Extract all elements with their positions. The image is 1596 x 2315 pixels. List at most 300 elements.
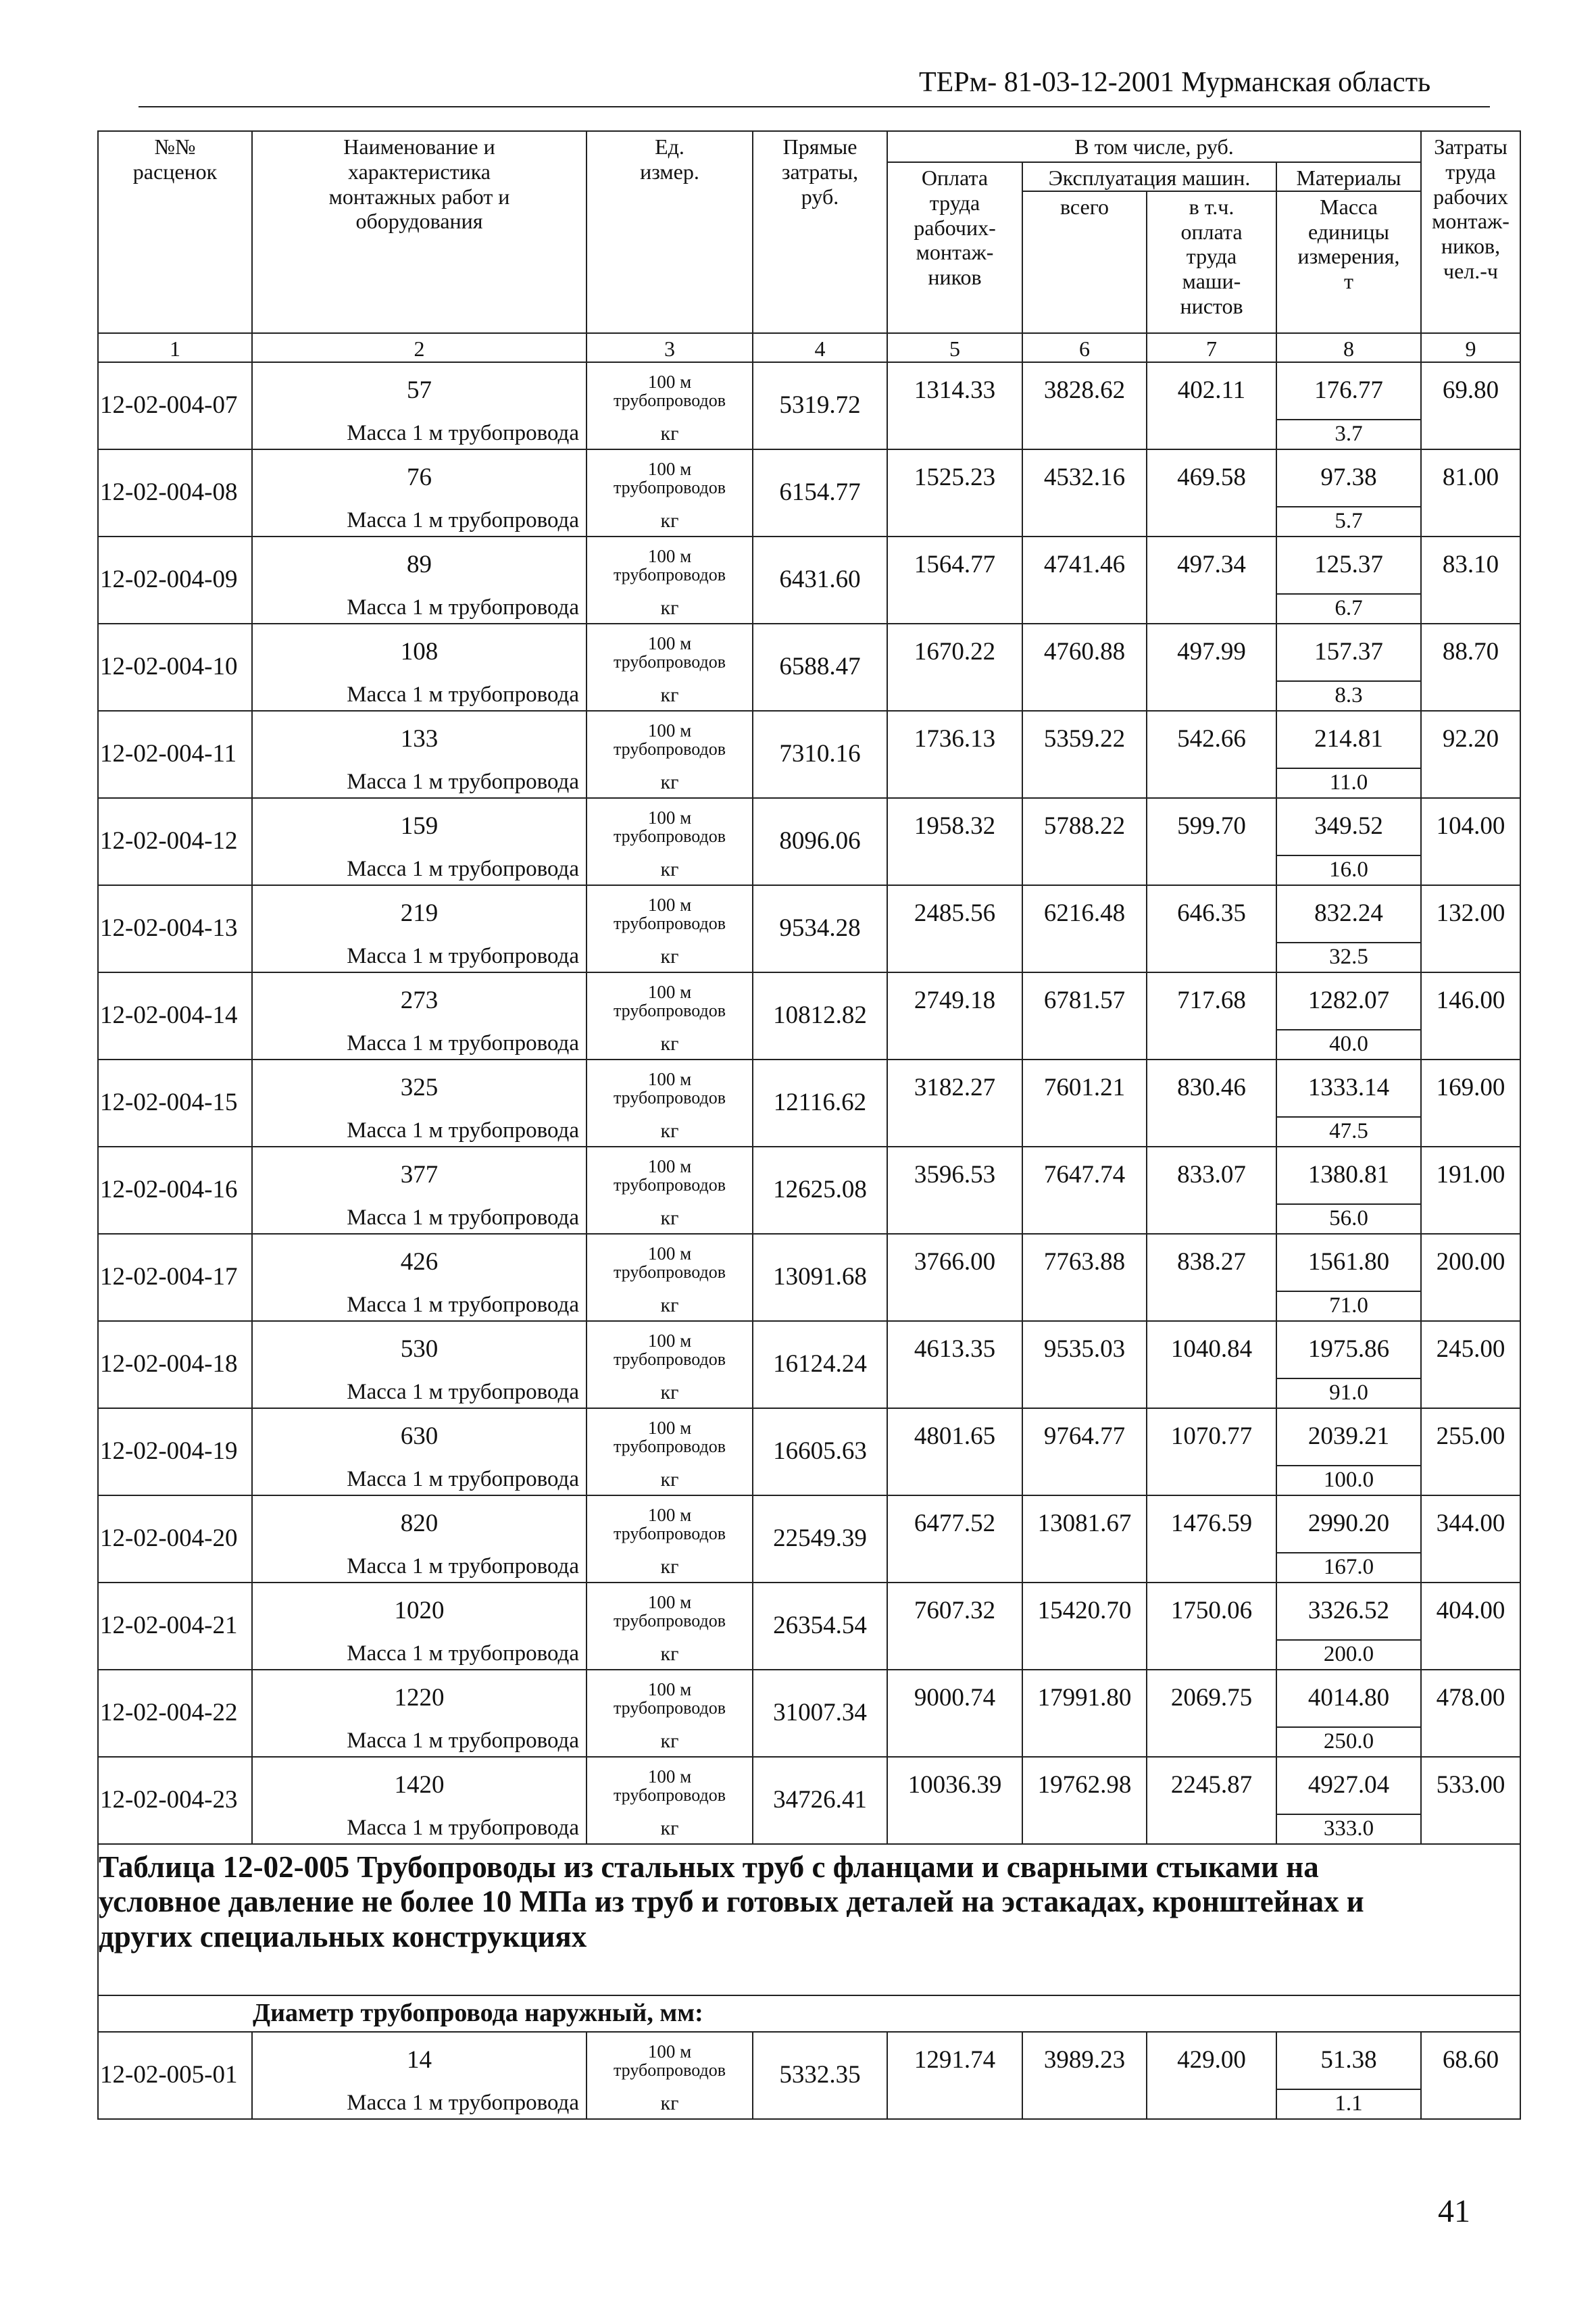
rate-code: 12-02-004-09 bbox=[98, 537, 252, 624]
materials-cost: 1333.14 bbox=[1276, 1060, 1421, 1117]
labor-hours: 83.10 bbox=[1421, 537, 1520, 594]
direct-cost: 12625.08 bbox=[753, 1147, 887, 1234]
labor-hours: 69.80 bbox=[1421, 362, 1520, 420]
machine-cost: 3828.62 bbox=[1022, 362, 1147, 420]
col-number: 8 bbox=[1276, 333, 1421, 362]
unit-bottom: трубопроводов bbox=[614, 2060, 726, 2081]
col-number: 5 bbox=[887, 333, 1022, 362]
diameter-value: 426 bbox=[252, 1234, 587, 1291]
machine-cost: 4741.46 bbox=[1022, 537, 1147, 594]
mass-unit: кг bbox=[587, 420, 753, 449]
mass-label: Масса 1 м трубопровода bbox=[252, 855, 587, 885]
materials-cost: 97.38 bbox=[1276, 449, 1421, 507]
unit-cell bbox=[587, 1321, 753, 1378]
mass-label: Масса 1 м трубопровода bbox=[252, 1553, 587, 1583]
labor-hours: 404.00 bbox=[1421, 1583, 1520, 1640]
machinist-labor-cost: 497.99 bbox=[1147, 624, 1276, 681]
machinist-labor-cost: 1040.84 bbox=[1147, 1321, 1276, 1378]
direct-cost: 34726.41 bbox=[753, 1757, 887, 1844]
col-header-hours: Затраты труда рабочих монтаж- ников, чел.-ч bbox=[1421, 131, 1520, 333]
labor-cost: 10036.39 bbox=[887, 1757, 1022, 1814]
direct-cost: 16124.24 bbox=[753, 1321, 887, 1408]
col-header-labor: Оплата труда рабочих- монтаж- ников bbox=[887, 162, 1022, 333]
diameter-value: 1220 bbox=[252, 1670, 587, 1727]
rate-code: 12-02-004-11 bbox=[98, 711, 252, 798]
rate-code: 12-02-004-12 bbox=[98, 798, 252, 885]
mass-unit: кг bbox=[587, 2089, 753, 2119]
unit-bottom: трубопроводов bbox=[614, 1785, 726, 1806]
rate-code: 12-02-004-19 bbox=[98, 1408, 252, 1495]
mass-value: 250.0 bbox=[1276, 1727, 1421, 1757]
col-number: 1 bbox=[98, 333, 252, 362]
machinist-labor-cost: 2069.75 bbox=[1147, 1670, 1276, 1727]
materials-cost: 1975.86 bbox=[1276, 1321, 1421, 1378]
materials-cost: 4014.80 bbox=[1276, 1670, 1421, 1727]
mass-unit: кг bbox=[587, 855, 753, 885]
column-numbers-row bbox=[98, 333, 1520, 362]
materials-cost: 1282.07 bbox=[1276, 972, 1421, 1030]
rate-code: 12-02-004-20 bbox=[98, 1495, 252, 1583]
materials-cost: 1380.81 bbox=[1276, 1147, 1421, 1204]
unit-top: 100 м bbox=[647, 981, 692, 1002]
direct-cost: 5319.72 bbox=[753, 362, 887, 449]
labor-hours: 191.00 bbox=[1421, 1147, 1520, 1204]
col-number: 4 bbox=[753, 333, 887, 362]
unit-top: 100 м bbox=[647, 1591, 692, 1612]
direct-cost: 7310.16 bbox=[753, 711, 887, 798]
mass-unit: кг bbox=[587, 1378, 753, 1408]
table-row bbox=[98, 1234, 1520, 1291]
page-number: 41 bbox=[1438, 2193, 1470, 2229]
unit-bottom: трубопроводов bbox=[614, 1088, 726, 1108]
unit-cell bbox=[587, 1583, 753, 1640]
col-header-mach-total: всего bbox=[1022, 191, 1147, 333]
direct-cost: 16605.63 bbox=[753, 1408, 887, 1495]
diameter-value: 630 bbox=[252, 1408, 587, 1466]
machinist-labor-cost: 599.70 bbox=[1147, 798, 1276, 855]
unit-top: 100 м bbox=[647, 545, 692, 566]
rate-code: 12-02-004-16 bbox=[98, 1147, 252, 1234]
labor-cost: 1564.77 bbox=[887, 537, 1022, 594]
machinist-labor-cost: 497.34 bbox=[1147, 537, 1276, 594]
unit-bottom: трубопроводов bbox=[614, 478, 726, 498]
table-row bbox=[98, 1583, 1520, 1640]
diameter-value: 14 bbox=[252, 2032, 587, 2089]
mass-unit: кг bbox=[587, 1030, 753, 1060]
mass-value: 1.1 bbox=[1276, 2089, 1421, 2119]
diameter-value: 89 bbox=[252, 537, 587, 594]
diameter-value: 1020 bbox=[252, 1583, 587, 1640]
table-row bbox=[98, 537, 1520, 594]
unit-top: 100 м bbox=[647, 1504, 692, 1525]
mass-unit: кг bbox=[587, 1553, 753, 1583]
mass-value: 167.0 bbox=[1276, 1553, 1421, 1583]
machine-cost: 7647.74 bbox=[1022, 1147, 1147, 1204]
machine-cost: 13081.67 bbox=[1022, 1495, 1147, 1553]
mass-unit: кг bbox=[587, 1466, 753, 1495]
diameter-value: 1420 bbox=[252, 1757, 587, 1814]
unit-cell bbox=[587, 711, 753, 768]
labor-hours: 68.60 bbox=[1421, 2032, 1520, 2089]
mass-unit: кг bbox=[587, 507, 753, 537]
rate-code: 12-02-005-01 bbox=[98, 2032, 252, 2119]
col-header-machines: Эксплуатация машин. bbox=[1022, 162, 1276, 191]
table-row bbox=[98, 2032, 1520, 2089]
diameter-value: 159 bbox=[252, 798, 587, 855]
unit-cell bbox=[587, 972, 753, 1030]
table-row bbox=[98, 798, 1520, 855]
materials-cost: 176.77 bbox=[1276, 362, 1421, 420]
mass-label: Масса 1 м трубопровода bbox=[252, 1204, 587, 1234]
mass-label: Масса 1 м трубопровода bbox=[252, 507, 587, 537]
mass-unit: кг bbox=[587, 768, 753, 798]
labor-hours: 200.00 bbox=[1421, 1234, 1520, 1291]
unit-top: 100 м bbox=[647, 1068, 692, 1089]
labor-cost: 4801.65 bbox=[887, 1408, 1022, 1466]
mass-unit: кг bbox=[587, 681, 753, 711]
mass-value: 56.0 bbox=[1276, 1204, 1421, 1234]
unit-cell bbox=[587, 1147, 753, 1204]
diameter-value: 76 bbox=[252, 449, 587, 507]
mass-unit: кг bbox=[587, 1814, 753, 1844]
table-row bbox=[98, 1321, 1520, 1378]
labor-cost: 1958.32 bbox=[887, 798, 1022, 855]
mass-unit: кг bbox=[587, 1640, 753, 1670]
diameter-value: 219 bbox=[252, 885, 587, 943]
unit-cell bbox=[587, 1670, 753, 1727]
diameter-value: 325 bbox=[252, 1060, 587, 1117]
machine-cost: 7763.88 bbox=[1022, 1234, 1147, 1291]
mass-unit: кг bbox=[587, 1204, 753, 1234]
rate-code: 12-02-004-22 bbox=[98, 1670, 252, 1757]
machinist-labor-cost: 646.35 bbox=[1147, 885, 1276, 943]
col-number: 6 bbox=[1022, 333, 1147, 362]
col-header-group: В том числе, руб. bbox=[887, 131, 1421, 162]
unit-top: 100 м bbox=[647, 632, 692, 653]
labor-hours: 88.70 bbox=[1421, 624, 1520, 681]
unit-bottom: трубопроводов bbox=[614, 1262, 726, 1283]
unit-top: 100 м bbox=[647, 2041, 692, 2062]
machinist-labor-cost: 2245.87 bbox=[1147, 1757, 1276, 1814]
unit-cell bbox=[587, 537, 753, 594]
direct-cost: 9534.28 bbox=[753, 885, 887, 972]
mass-unit: кг bbox=[587, 594, 753, 624]
unit-cell bbox=[587, 1060, 753, 1117]
direct-cost: 8096.06 bbox=[753, 798, 887, 885]
machine-cost: 9764.77 bbox=[1022, 1408, 1147, 1466]
mass-label: Масса 1 м трубопровода bbox=[252, 420, 587, 449]
unit-cell bbox=[587, 2032, 753, 2089]
unit-cell bbox=[587, 1234, 753, 1291]
diameter-value: 820 bbox=[252, 1495, 587, 1553]
rate-code: 12-02-004-07 bbox=[98, 362, 252, 449]
col-number: 2 bbox=[252, 333, 587, 362]
unit-cell bbox=[587, 1408, 753, 1466]
direct-cost: 5332.35 bbox=[753, 2032, 887, 2119]
labor-hours: 104.00 bbox=[1421, 798, 1520, 855]
labor-hours: 169.00 bbox=[1421, 1060, 1520, 1117]
machinist-labor-cost: 469.58 bbox=[1147, 449, 1276, 507]
labor-hours: 132.00 bbox=[1421, 885, 1520, 943]
unit-bottom: трубопроводов bbox=[614, 652, 726, 672]
unit-bottom: трубопроводов bbox=[614, 391, 726, 411]
unit-cell bbox=[587, 624, 753, 681]
mass-value: 8.3 bbox=[1276, 681, 1421, 711]
mass-label: Масса 1 м трубопровода bbox=[252, 943, 587, 972]
mass-label: Масса 1 м трубопровода bbox=[252, 1378, 587, 1408]
diameter-value: 133 bbox=[252, 711, 587, 768]
section-block bbox=[98, 1844, 1520, 2032]
col-number: 9 bbox=[1421, 333, 1520, 362]
mass-label: Масса 1 м трубопровода bbox=[252, 768, 587, 798]
unit-top: 100 м bbox=[647, 1330, 692, 1351]
rates-table bbox=[97, 130, 1521, 2120]
labor-cost: 3182.27 bbox=[887, 1060, 1022, 1117]
table-row bbox=[98, 1060, 1520, 1117]
materials-cost: 125.37 bbox=[1276, 537, 1421, 594]
unit-top: 100 м bbox=[647, 894, 692, 915]
labor-cost: 1314.33 bbox=[887, 362, 1022, 420]
unit-top: 100 м bbox=[647, 1155, 692, 1176]
materials-cost: 349.52 bbox=[1276, 798, 1421, 855]
rate-code: 12-02-004-21 bbox=[98, 1583, 252, 1670]
col-header-code: №№ расценок bbox=[98, 131, 252, 333]
rate-code: 12-02-004-10 bbox=[98, 624, 252, 711]
machine-cost: 6781.57 bbox=[1022, 972, 1147, 1030]
table-row bbox=[98, 1670, 1520, 1727]
materials-cost: 1561.80 bbox=[1276, 1234, 1421, 1291]
table-row bbox=[98, 1408, 1520, 1466]
unit-bottom: трубопроводов bbox=[614, 914, 726, 934]
mass-value: 11.0 bbox=[1276, 768, 1421, 798]
machinist-labor-cost: 1750.06 bbox=[1147, 1583, 1276, 1640]
labor-cost: 9000.74 bbox=[887, 1670, 1022, 1727]
table-row bbox=[98, 449, 1520, 507]
unit-top: 100 м bbox=[647, 1678, 692, 1699]
rate-code: 12-02-004-17 bbox=[98, 1234, 252, 1321]
table-row bbox=[98, 1147, 1520, 1204]
materials-cost: 2039.21 bbox=[1276, 1408, 1421, 1466]
direct-cost: 6588.47 bbox=[753, 624, 887, 711]
diameter-value: 530 bbox=[252, 1321, 587, 1378]
table-header bbox=[98, 131, 1520, 362]
mass-value: 47.5 bbox=[1276, 1117, 1421, 1147]
labor-cost: 1291.74 bbox=[887, 2032, 1022, 2089]
materials-cost: 2990.20 bbox=[1276, 1495, 1421, 1553]
mass-value: 3.7 bbox=[1276, 420, 1421, 449]
machine-cost: 19762.98 bbox=[1022, 1757, 1147, 1814]
mass-unit: кг bbox=[587, 943, 753, 972]
materials-cost: 4927.04 bbox=[1276, 1757, 1421, 1814]
machinist-labor-cost: 429.00 bbox=[1147, 2032, 1276, 2089]
materials-cost: 214.81 bbox=[1276, 711, 1421, 768]
machinist-labor-cost: 833.07 bbox=[1147, 1147, 1276, 1204]
mass-unit: кг bbox=[587, 1117, 753, 1147]
machinist-labor-cost: 542.66 bbox=[1147, 711, 1276, 768]
machine-cost: 6216.48 bbox=[1022, 885, 1147, 943]
col-number: 3 bbox=[587, 333, 753, 362]
diameter-value: 108 bbox=[252, 624, 587, 681]
materials-cost: 3326.52 bbox=[1276, 1583, 1421, 1640]
mass-value: 333.0 bbox=[1276, 1814, 1421, 1844]
mass-value: 91.0 bbox=[1276, 1378, 1421, 1408]
col-header-mach-labor: в т.ч. оплата труда маши- нистов bbox=[1147, 191, 1276, 333]
unit-cell bbox=[587, 798, 753, 855]
rates-body-2 bbox=[98, 2032, 1520, 2119]
unit-cell bbox=[587, 449, 753, 507]
mass-value: 200.0 bbox=[1276, 1640, 1421, 1670]
unit-bottom: трубопроводов bbox=[614, 1349, 726, 1370]
labor-hours: 255.00 bbox=[1421, 1408, 1520, 1466]
mass-label: Масса 1 м трубопровода bbox=[252, 1640, 587, 1670]
labor-hours: 533.00 bbox=[1421, 1757, 1520, 1814]
col-header-direct: Прямые затраты, руб. bbox=[753, 131, 887, 333]
mass-unit: кг bbox=[587, 1727, 753, 1757]
diameter-value: 377 bbox=[252, 1147, 587, 1204]
rate-code: 12-02-004-15 bbox=[98, 1060, 252, 1147]
table-row bbox=[98, 624, 1520, 681]
machine-cost: 4532.16 bbox=[1022, 449, 1147, 507]
mass-label: Масса 1 м трубопровода bbox=[252, 594, 587, 624]
materials-cost: 157.37 bbox=[1276, 624, 1421, 681]
direct-cost: 26354.54 bbox=[753, 1583, 887, 1670]
unit-top: 100 м bbox=[647, 458, 692, 479]
header-rule bbox=[139, 106, 1490, 107]
mass-value: 6.7 bbox=[1276, 594, 1421, 624]
mass-label: Масса 1 м трубопровода bbox=[252, 2089, 587, 2119]
labor-hours: 478.00 bbox=[1421, 1670, 1520, 1727]
unit-bottom: трубопроводов bbox=[614, 1698, 726, 1718]
unit-bottom: трубопроводов bbox=[614, 1611, 726, 1631]
mass-value: 40.0 bbox=[1276, 1030, 1421, 1060]
unit-bottom: трубопроводов bbox=[614, 1524, 726, 1544]
machine-cost: 3989.23 bbox=[1022, 2032, 1147, 2089]
mass-value: 16.0 bbox=[1276, 855, 1421, 885]
machine-cost: 7601.21 bbox=[1022, 1060, 1147, 1117]
machine-cost: 9535.03 bbox=[1022, 1321, 1147, 1378]
diameter-value: 273 bbox=[252, 972, 587, 1030]
labor-hours: 344.00 bbox=[1421, 1495, 1520, 1553]
table-row bbox=[98, 711, 1520, 768]
direct-cost: 10812.82 bbox=[753, 972, 887, 1060]
unit-cell bbox=[587, 1757, 753, 1814]
machine-cost: 4760.88 bbox=[1022, 624, 1147, 681]
unit-top: 100 м bbox=[647, 1243, 692, 1264]
rate-code: 12-02-004-13 bbox=[98, 885, 252, 972]
machinist-labor-cost: 1070.77 bbox=[1147, 1408, 1276, 1466]
mass-label: Масса 1 м трубопровода bbox=[252, 1466, 587, 1495]
section-subheading: Диаметр трубопровода наружный, мм: bbox=[98, 1995, 1520, 2032]
labor-cost: 6477.52 bbox=[887, 1495, 1022, 1553]
mass-value: 100.0 bbox=[1276, 1466, 1421, 1495]
machine-cost: 17991.80 bbox=[1022, 1670, 1147, 1727]
direct-cost: 6154.77 bbox=[753, 449, 887, 537]
labor-cost: 3766.00 bbox=[887, 1234, 1022, 1291]
col-number: 7 bbox=[1147, 333, 1276, 362]
labor-hours: 146.00 bbox=[1421, 972, 1520, 1030]
unit-bottom: трубопроводов bbox=[614, 826, 726, 847]
mass-value: 32.5 bbox=[1276, 943, 1421, 972]
machinist-labor-cost: 402.11 bbox=[1147, 362, 1276, 420]
mass-unit: кг bbox=[587, 1291, 753, 1321]
unit-top: 100 м bbox=[647, 807, 692, 828]
mass-label: Масса 1 м трубопровода bbox=[252, 1117, 587, 1147]
direct-cost: 6431.60 bbox=[753, 537, 887, 624]
unit-top: 100 м bbox=[647, 720, 692, 741]
machine-cost: 15420.70 bbox=[1022, 1583, 1147, 1640]
materials-cost: 832.24 bbox=[1276, 885, 1421, 943]
rate-code: 12-02-004-14 bbox=[98, 972, 252, 1060]
direct-cost: 13091.68 bbox=[753, 1234, 887, 1321]
labor-cost: 1736.13 bbox=[887, 711, 1022, 768]
direct-cost: 22549.39 bbox=[753, 1495, 887, 1583]
labor-cost: 2485.56 bbox=[887, 885, 1022, 943]
rate-code: 12-02-004-23 bbox=[98, 1757, 252, 1844]
machinist-labor-cost: 717.68 bbox=[1147, 972, 1276, 1030]
labor-cost: 3596.53 bbox=[887, 1147, 1022, 1204]
unit-bottom: трубопроводов bbox=[614, 739, 726, 760]
mass-label: Масса 1 м трубопровода bbox=[252, 1030, 587, 1060]
unit-bottom: трубопроводов bbox=[614, 565, 726, 585]
machine-cost: 5359.22 bbox=[1022, 711, 1147, 768]
mass-label: Масса 1 м трубопровода bbox=[252, 681, 587, 711]
rate-code: 12-02-004-08 bbox=[98, 449, 252, 537]
direct-cost: 31007.34 bbox=[753, 1670, 887, 1757]
table-row bbox=[98, 1757, 1520, 1814]
section-title: Таблица 12-02-005 Трубопроводы из стальных труб с фланцами и сварными стыками на условное давление не более 10 МПа из труб и готовых деталей на эстакадах, кронштейнах и других специальных конструкциях bbox=[98, 1844, 1520, 1995]
col-header-unit: Ед. измер. bbox=[587, 131, 753, 333]
rate-code: 12-02-004-18 bbox=[98, 1321, 252, 1408]
document-header: ТЕРм- 81-03-12-2001 Мурманская область bbox=[919, 67, 1431, 98]
rates-body bbox=[98, 362, 1520, 1844]
unit-bottom: трубопроводов bbox=[614, 1175, 726, 1195]
col-header-materials: Материалы bbox=[1276, 162, 1421, 191]
table-row bbox=[98, 885, 1520, 943]
labor-cost: 1670.22 bbox=[887, 624, 1022, 681]
labor-hours: 81.00 bbox=[1421, 449, 1520, 507]
labor-hours: 92.20 bbox=[1421, 711, 1520, 768]
direct-cost: 12116.62 bbox=[753, 1060, 887, 1147]
unit-cell bbox=[587, 1495, 753, 1553]
labor-cost: 4613.35 bbox=[887, 1321, 1022, 1378]
labor-hours: 245.00 bbox=[1421, 1321, 1520, 1378]
mass-label: Масса 1 м трубопровода bbox=[252, 1291, 587, 1321]
col-header-name: Наименование и характеристика монтажных работ и оборудования bbox=[252, 131, 587, 333]
table-row bbox=[98, 972, 1520, 1030]
labor-cost: 7607.32 bbox=[887, 1583, 1022, 1640]
machinist-labor-cost: 1476.59 bbox=[1147, 1495, 1276, 1553]
unit-top: 100 м bbox=[647, 1417, 692, 1438]
labor-cost: 1525.23 bbox=[887, 449, 1022, 507]
materials-cost: 51.38 bbox=[1276, 2032, 1421, 2089]
machinist-labor-cost: 830.46 bbox=[1147, 1060, 1276, 1117]
table-row bbox=[98, 362, 1520, 420]
unit-bottom: трубопроводов bbox=[614, 1001, 726, 1021]
diameter-value: 57 bbox=[252, 362, 587, 420]
machinist-labor-cost: 838.27 bbox=[1147, 1234, 1276, 1291]
mass-label: Масса 1 м трубопровода bbox=[252, 1814, 587, 1844]
mass-value: 5.7 bbox=[1276, 507, 1421, 537]
mass-value: 71.0 bbox=[1276, 1291, 1421, 1321]
unit-cell bbox=[587, 362, 753, 420]
col-header-mass: Масса единицы измерения, т bbox=[1276, 191, 1421, 333]
table-row bbox=[98, 1495, 1520, 1553]
unit-top: 100 м bbox=[647, 371, 692, 392]
unit-top: 100 м bbox=[647, 1766, 692, 1787]
mass-label: Масса 1 м трубопровода bbox=[252, 1727, 587, 1757]
machine-cost: 5788.22 bbox=[1022, 798, 1147, 855]
unit-bottom: трубопроводов bbox=[614, 1437, 726, 1457]
